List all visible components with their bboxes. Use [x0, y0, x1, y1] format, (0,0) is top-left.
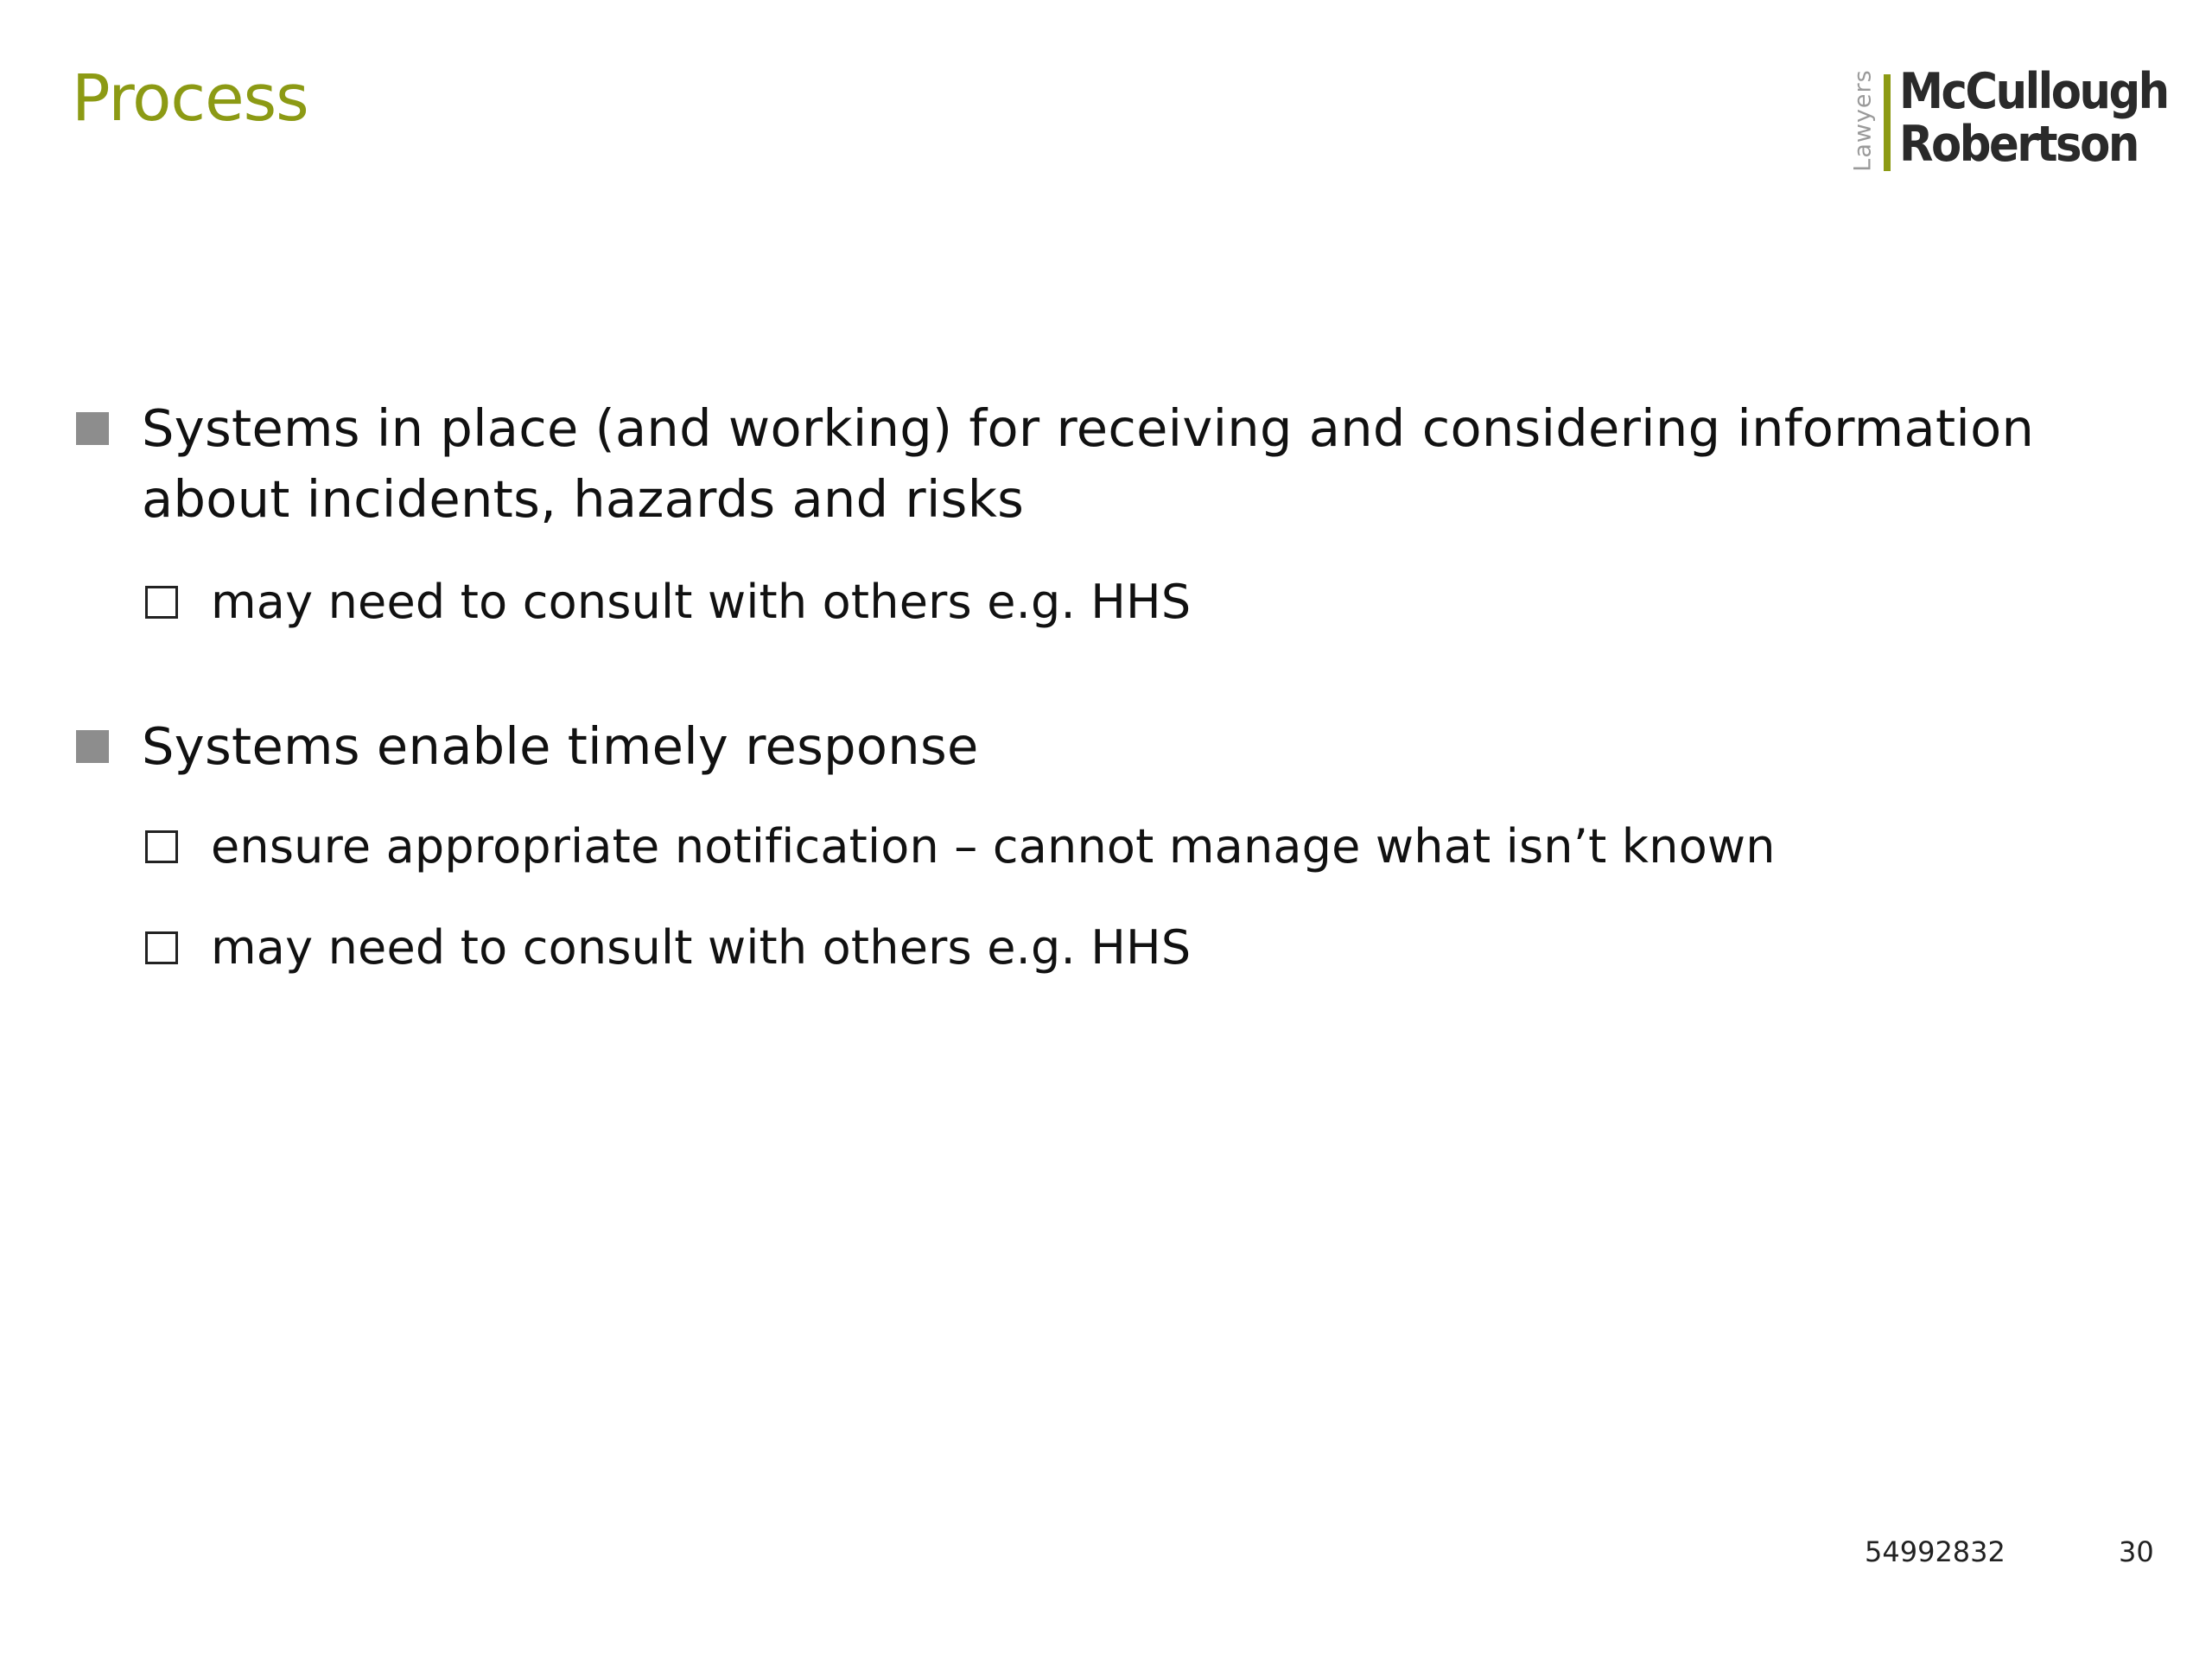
hollow-square-bullet-icon [145, 586, 178, 619]
bullet-text: Systems enable timely response [142, 716, 979, 776]
logo-name-line2: Robertson [1899, 116, 2138, 173]
logo-wordmark [1899, 63, 2168, 173]
bullet-text: Systems in place (and working) for receiving and considering information about incidents, hazards and risks [142, 398, 2035, 529]
company-logo [1846, 63, 2168, 175]
page-number: 30 [2119, 1535, 2154, 1568]
sub-bullet-text: may need to consult with others e.g. HHS [211, 575, 1192, 629]
hollow-square-bullet-icon [145, 931, 178, 964]
logo-tagline-text: Lawyers [1849, 69, 1877, 172]
square-bullet-icon [76, 730, 109, 763]
logo-accent-bar [1884, 74, 1891, 171]
logo-tagline [1846, 71, 1878, 175]
slide-title: Process [72, 61, 308, 136]
sub-bullet-text: ensure appropriate notification – cannot manage what isn’t known [211, 819, 1776, 874]
logo-name-line1: McCullough [1899, 63, 2168, 120]
sub-bullet-text: may need to consult with others e.g. HHS [211, 920, 1192, 975]
document-id: 54992832 [1865, 1535, 2005, 1568]
hollow-square-bullet-icon [145, 830, 178, 863]
square-bullet-icon [76, 412, 109, 445]
